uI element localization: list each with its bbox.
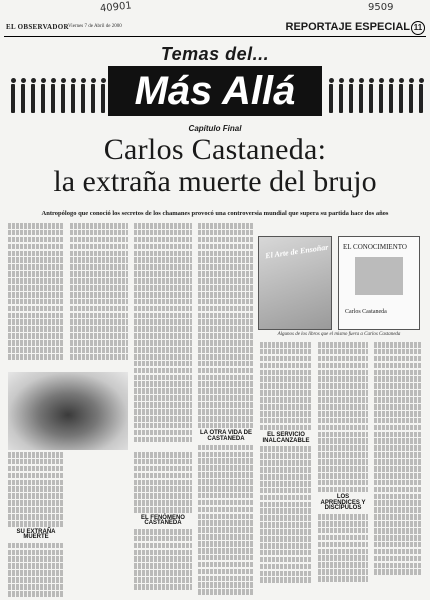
article-column-1: [8, 223, 64, 369]
page-number: 11: [411, 21, 425, 35]
article-photo: [8, 372, 128, 450]
banner-title: Más Allá: [108, 66, 322, 116]
article-column-1b: [8, 452, 64, 598]
subhead-fenomeno: EL FENÓMENO CASTANEDA: [141, 514, 185, 527]
photo-caption: Algunos de los libros que el mismo fuera a Carlos Castaneda: [277, 332, 401, 337]
subhead-servicio: EL SERVICIO INALCANZABLE: [262, 432, 310, 444]
article-column-6: [318, 342, 368, 598]
article-column-2: [70, 223, 128, 369]
publication-date: Viernes 7 de Abril de 2000: [68, 24, 122, 29]
lead-paragraph: Antropólogo que conoció los secretos de los chamanes provocó una controversia mundial que supera su partida hace dos años: [41, 210, 389, 217]
subhead-aprendices: LOS APRENDICES Y DISCÍPULOS: [320, 494, 366, 512]
publication-name: EL OBSERVADOR: [6, 23, 69, 31]
section-label: REPORTAJE ESPECIAL: [285, 21, 410, 33]
book-cover-arte-ensonar: [258, 236, 332, 330]
article-column-3b: [134, 452, 192, 598]
book-2-illustration: [355, 257, 403, 295]
article-column-3: [134, 223, 192, 449]
book-1-title: El Arte de Ensoñar: [264, 242, 329, 261]
subhead-extrana-muerte: SU EXTRAÑA MUERTE: [16, 528, 56, 541]
book-2-title: EL CONOCIMIENTO: [343, 243, 407, 251]
section-banner: [4, 44, 426, 120]
banner-kicker: Temas del...: [160, 44, 270, 64]
subhead-otra-vida: LA OTRA VIDA DE CASTANEDA: [200, 430, 252, 443]
book-cover-conocimiento: [338, 236, 420, 330]
article-column-7: [374, 342, 422, 598]
headline-line-1: Carlos Castaneda:: [103, 133, 327, 166]
headline-line-2: la extraña muerte del brujo: [53, 165, 377, 198]
book-2-author: Carlos Castaneda: [345, 309, 387, 315]
handwritten-number-left: 40901: [99, 0, 133, 15]
silhouette-figures-left: [8, 78, 108, 118]
page-header: [4, 20, 426, 37]
silhouette-figures-right: [326, 78, 426, 118]
chapter-label: Capítulo Final: [188, 124, 242, 133]
article-column-5: [260, 342, 312, 598]
article-column-4: [198, 223, 254, 597]
handwritten-number-right: 9509: [368, 2, 394, 13]
